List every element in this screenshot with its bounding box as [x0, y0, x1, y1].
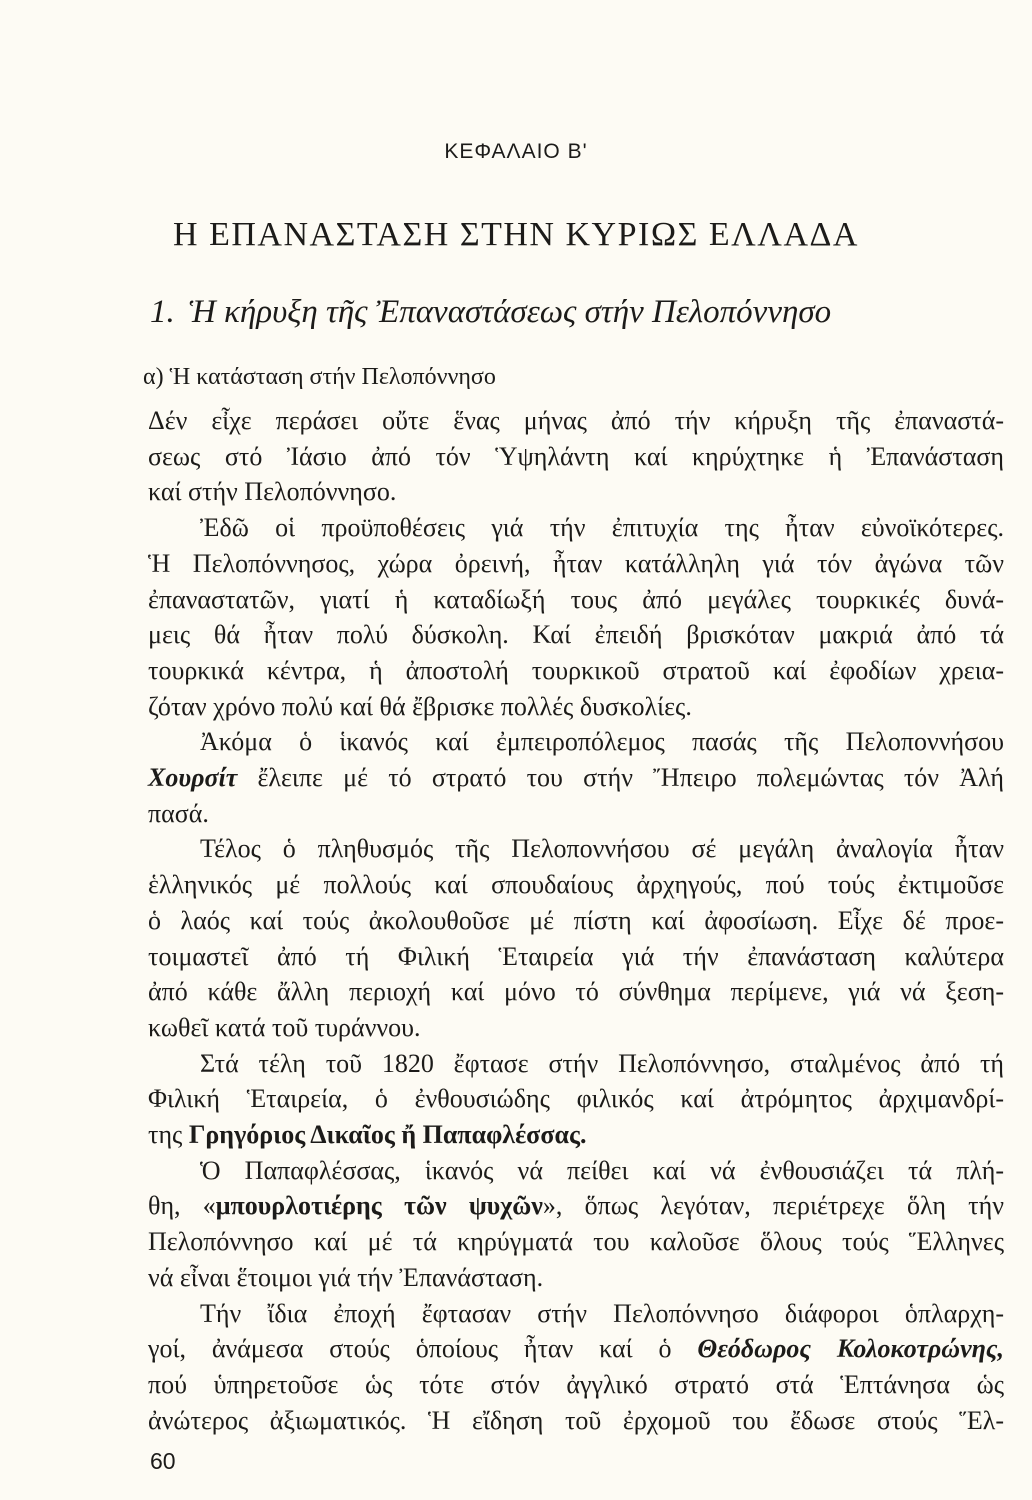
line-text: καί στήν Πελοπόννησο.	[148, 477, 397, 506]
body-line	[148, 796, 1004, 832]
body-line	[200, 1153, 1004, 1189]
line-text: Ἐδῶ οἱ προϋποθέσεις γιά τήν ἐπιτυχία της ἦταν εὐνοϊκότερες.	[200, 513, 1004, 542]
body-line	[200, 724, 1004, 760]
page-number: 60	[150, 1448, 176, 1474]
line-text: ζόταν χρόνο πολύ καί θά ἔβρισκε πολλές δυσκολίες.	[148, 692, 692, 721]
body-line	[200, 1046, 1004, 1082]
line-text: τουρκικά κέντρα, ἡ ἀποστολή τουρκικοῦ στρατοῦ καί ἐφοδίων χρεια-	[148, 656, 1004, 685]
body-line	[148, 1367, 1004, 1403]
line-text: ἑλληνικός μέ πολλούς καί σπουδαίους ἀρχηγούς, πού τούς ἐκτιμοῦσε	[148, 870, 1004, 899]
section-heading	[150, 294, 990, 331]
subsection-heading: α) Ἡ κατάσταση στήν Πελοπόννησο	[143, 364, 496, 390]
line-text: Ὁ Παπαφλέσσας, ἱκανός νά πείθει καί νά ἐνθουσιάζει τά πλή-	[200, 1156, 1004, 1185]
line-text: Δέν εἶχε περάσει οὔτε ἕνας μήνας ἀπό τήν κήρυξη τῆς ἐπαναστά-	[148, 406, 1004, 435]
bold-text: μπουρλοτιέρης τῶν ψυχῶν	[215, 1191, 543, 1220]
body-line	[148, 1260, 1004, 1296]
line-text: θη, «	[148, 1191, 216, 1220]
line-text: ἀπό κάθε ἄλλη περιοχή καί μόνο τό σύνθημα περίμενε, γιά νά ξεση-	[148, 977, 1004, 1006]
body-line	[148, 1403, 1004, 1439]
body-line	[148, 974, 1004, 1010]
line-text: ἔλειπε μέ τό στρατό του στήν Ἤπειρο πολεμώντας τόν Ἀλή	[237, 763, 1004, 792]
body-line	[148, 903, 1004, 939]
line-text: πασά.	[148, 799, 209, 828]
body-line	[200, 831, 1004, 867]
body-line	[148, 653, 1004, 689]
body-line	[200, 1296, 1004, 1332]
section-number: 1.	[150, 294, 175, 330]
line-text: τοιμαστεῖ ἀπό τή Φιλική Ἑταιρεία γιά τήν ἐπανάσταση καλύτερα	[148, 942, 1004, 971]
line-text: Τήν ἴδια ἐποχή ἔφτασαν στήν Πελοπόννησο διάφοροι ὁπλαρχη-	[200, 1299, 1004, 1328]
line-text: Στά τέλη τοῦ 1820 ἔφτασε στήν Πελοπόννησο, σταλμένος ἀπό τή	[200, 1049, 1004, 1078]
line-text: Τέλος ὁ πληθυσμός τῆς Πελοποννήσου σέ μεγάλη ἀναλογία ἦταν	[200, 834, 1004, 863]
body-line	[148, 867, 1004, 903]
body-line	[148, 474, 1004, 510]
line-text: Πελοπόννησο καί μέ τά κηρύγματά του καλοῦσε ὅλους τούς Ἕλληνες	[148, 1227, 1004, 1256]
emphasis-name: Θεόδωρος Κολοκοτρώνης,	[697, 1334, 1004, 1363]
body-line	[148, 760, 1004, 796]
body-line	[148, 1081, 1004, 1117]
body-line	[148, 1117, 1004, 1153]
body-line	[148, 546, 1004, 582]
chapter-title: Η ΕΠΑΝΑΣΤΑΣΗ ΣΤΗΝ ΚΥΡΙΩΣ ΕΛΛΑΔΑ	[173, 216, 859, 253]
line-text: ὁ λαός καί τούς ἀκολουθοῦσε μέ πίστη καί ἀφοσίωση. Εἶχε δέ προε-	[148, 906, 1004, 935]
section-title: Ἡ κήρυξη τῆς Ἐπαναστάσεως στήν Πελοπόννησο	[188, 294, 832, 330]
line-text: Φιλική Ἑταιρεία, ὁ ἐνθουσιώδης φιλικός καί ἀτρόμητος ἀρχιμανδρί-	[148, 1084, 1004, 1113]
body-line	[148, 403, 1004, 439]
body-line	[148, 582, 1004, 618]
line-text: νά εἶναι ἕτοιμοι γιά τήν Ἐπανάσταση.	[148, 1263, 544, 1292]
body-line	[148, 939, 1004, 975]
line-text: », ὅπως λεγόταν, περιέτρεχε ὅλη τήν	[542, 1191, 1004, 1220]
line-text: πού ὑπηρετοῦσε ὡς τότε στόν ἀγγλικό στρατό στά Ἑπτάνησα ὡς	[148, 1370, 1004, 1399]
bold-text: Γρηγόριος Δικαῖος ἤ Παπαφλέσσας.	[188, 1120, 587, 1149]
line-text: γοί, ἀνάμεσα στούς ὁποίους ἦταν καί ὁ	[148, 1334, 698, 1363]
body-line	[148, 689, 1004, 725]
body-line	[148, 439, 1004, 475]
line-text: μεις θά ἦταν πολύ δύσκολη. Καί ἐπειδή βρισκόταν μακριά ἀπό τά	[148, 620, 1004, 649]
line-text: της	[148, 1120, 189, 1149]
body-line	[148, 1010, 1004, 1046]
body-line	[148, 1188, 1004, 1224]
line-text: ἀνώτερος ἀξιωματικός. Ἡ εἴδηση τοῦ ἐρχομοῦ του ἔδωσε στούς Ἕλ-	[148, 1406, 1004, 1435]
line-text: ἐπαναστατῶν, γιατί ἡ καταδίωξή τους ἀπό μεγάλες τουρκικές δυνά-	[148, 585, 1004, 614]
body-line	[148, 1331, 1004, 1367]
body-line	[148, 617, 1004, 653]
body-line	[148, 1224, 1004, 1260]
line-text: κωθεῖ κατά τοῦ τυράννου.	[148, 1013, 421, 1042]
body-line	[200, 510, 1004, 546]
line-text: Ἡ Πελοπόννησος, χώρα ὀρεινή, ἦταν κατάλληλη γιά τόν ἀγώνα τῶν	[148, 549, 1004, 578]
chapter-label: ΚΕΦΑΛΑΙΟ Β'	[444, 140, 588, 163]
line-text: Ἀκόμα ὁ ἱκανός καί ἐμπειροπόλεμος πασάς τῆς Πελοποννήσου	[200, 727, 1004, 756]
emphasis-name: Χουρσίτ	[148, 763, 238, 792]
line-text: σεως στό Ἰάσιο ἀπό τόν Ὑψηλάντη καί κηρύχτηκε ἡ Ἐπανάσταση	[148, 442, 1004, 471]
